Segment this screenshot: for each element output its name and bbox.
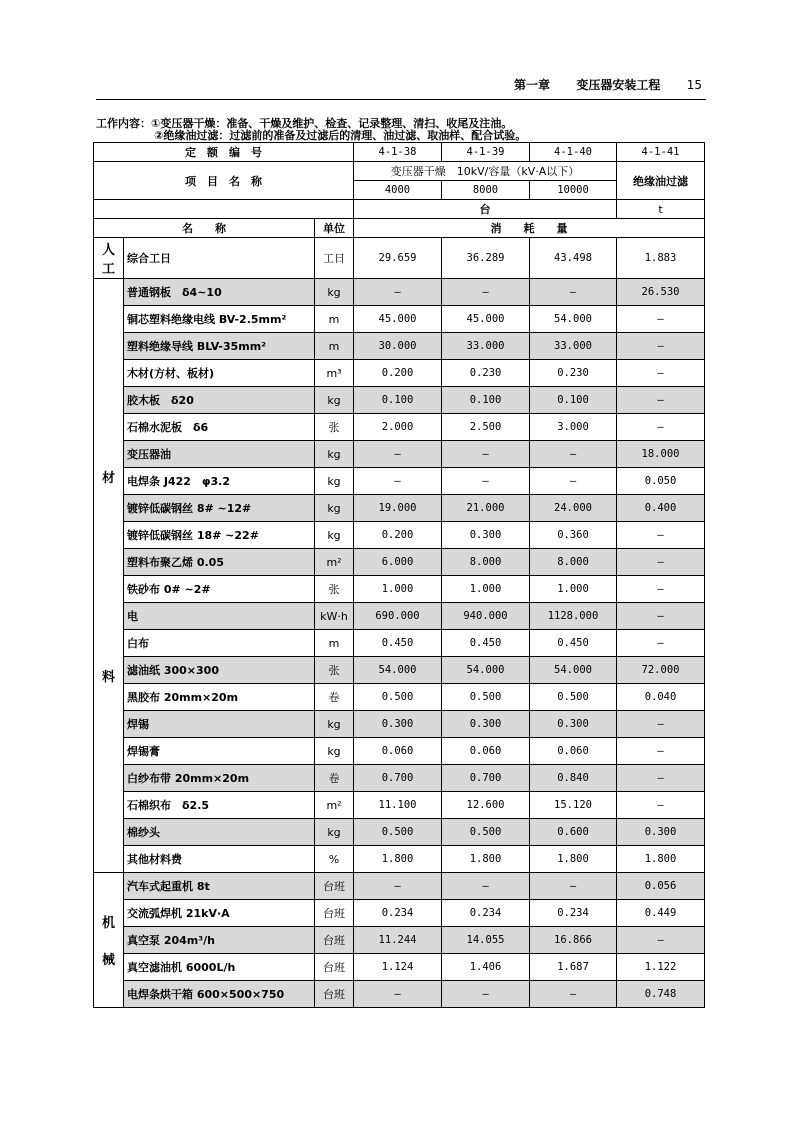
consumption-value: 0.230 — [530, 360, 617, 387]
consumption-value: — — [354, 441, 442, 468]
machine-row — [94, 954, 705, 981]
work-content-line-1: 工作内容：①变压器干燥：准备、干燥及维护、检查、记录整理、清扫、收尾及注油。 — [96, 117, 513, 130]
quota-code: 4-1-40 — [530, 143, 617, 162]
item-name: 电焊条烘干箱 600×500×750 — [124, 981, 315, 1008]
item-name: 电焊条 J422 φ3.2 — [124, 468, 315, 495]
consumption-value: 54.000 — [442, 657, 530, 684]
chapter-label: 第一章 — [513, 78, 550, 92]
machine-row — [94, 981, 705, 1008]
category-char: 人 — [101, 243, 115, 258]
work-content-line-2: ②绝缘油过滤：过滤前的准备及过滤后的清理、油过滤、取油样、配合试验。 — [154, 129, 527, 142]
consumption-value: 0.234 — [442, 900, 530, 927]
material-row — [94, 603, 705, 630]
item-unit: kg — [315, 495, 354, 522]
consumption-value: 11.100 — [354, 792, 442, 819]
consumption-value: 0.500 — [442, 819, 530, 846]
consumption-value: 0.500 — [354, 819, 442, 846]
labor-unit: 工日 — [315, 238, 354, 279]
item-unit: kg — [315, 387, 354, 414]
item-unit: m³ — [315, 360, 354, 387]
consumption-value: 0.200 — [354, 360, 442, 387]
item-name: 其他材料费 — [124, 846, 315, 873]
item-unit: 台班 — [315, 981, 354, 1008]
consumption-value: — — [617, 927, 705, 954]
item-unit: % — [315, 846, 354, 873]
item-unit: 台班 — [315, 900, 354, 927]
item-unit: kg — [315, 819, 354, 846]
consumption-value: 1.406 — [442, 954, 530, 981]
quota-code: 4-1-41 — [617, 143, 705, 162]
capacity-value: 4000 — [354, 181, 442, 200]
chapter-title: 变压器安装工程 — [576, 78, 661, 92]
item-name: 真空滤油机 6000L/h — [124, 954, 315, 981]
consumption-value: 1.000 — [354, 576, 442, 603]
consumption-value: 0.450 — [530, 630, 617, 657]
item-unit: 台班 — [315, 873, 354, 900]
consumption-value: 1.800 — [530, 846, 617, 873]
item-unit: 张 — [315, 576, 354, 603]
page-header — [96, 72, 706, 100]
material-row — [94, 765, 705, 792]
consumption-value: — — [617, 360, 705, 387]
consumption-value: — — [617, 549, 705, 576]
consumption-value: 3.000 — [530, 414, 617, 441]
item-name: 铜芯塑料绝缘电线 BV-2.5mm² — [124, 306, 315, 333]
item-name: 石棉水泥板 δ6 — [124, 414, 315, 441]
consumption-value: — — [617, 711, 705, 738]
consumption-value: 2.500 — [442, 414, 530, 441]
material-row — [94, 792, 705, 819]
page-number: 15 — [686, 78, 702, 92]
consumption-value: — — [617, 738, 705, 765]
consumption-value: 0.360 — [530, 522, 617, 549]
quota-code: 4-1-38 — [354, 143, 442, 162]
consumption-value: 1.124 — [354, 954, 442, 981]
item-name: 变压器油 — [124, 441, 315, 468]
material-row — [94, 333, 705, 360]
consumption-value: 1.000 — [530, 576, 617, 603]
consumption-value: 0.700 — [442, 765, 530, 792]
consumption-value: 0.234 — [530, 900, 617, 927]
material-row — [94, 441, 705, 468]
material-row — [94, 819, 705, 846]
item-name: 石棉织布 δ2.5 — [124, 792, 315, 819]
consumption-value: — — [530, 279, 617, 306]
item-unit: kW·h — [315, 603, 354, 630]
consumption-value: — — [442, 441, 530, 468]
consumption-value: 0.300 — [530, 711, 617, 738]
consumption-value: 0.748 — [617, 981, 705, 1008]
consumption-value: 12.600 — [442, 792, 530, 819]
consumption-value: 1.122 — [617, 954, 705, 981]
quota-number-row — [94, 143, 705, 162]
consumption-value: — — [442, 279, 530, 306]
col-consumption-header: 消 耗 量 — [354, 219, 705, 238]
materials-category — [94, 279, 124, 873]
item-name: 普通钢板 δ4~10 — [124, 279, 315, 306]
item-group-row — [94, 162, 705, 181]
consumption-value: 0.100 — [354, 387, 442, 414]
consumption-value: 1.800 — [354, 846, 442, 873]
consumption-value: 33.000 — [442, 333, 530, 360]
consumption-value: 72.000 — [617, 657, 705, 684]
quota-table — [93, 142, 705, 1008]
consumption-value: 21.000 — [442, 495, 530, 522]
consumption-value: — — [354, 981, 442, 1008]
oil-filter-header: 绝缘油过滤 — [617, 162, 705, 200]
material-row — [94, 360, 705, 387]
item-unit: m² — [315, 549, 354, 576]
col-unit-header: 单位 — [315, 219, 354, 238]
category-char: 工 — [101, 262, 115, 277]
item-name: 焊锡 — [124, 711, 315, 738]
consumption-value: — — [530, 468, 617, 495]
consumption-value: — — [617, 387, 705, 414]
consumption-value: 0.300 — [442, 711, 530, 738]
consumption-value: 0.600 — [530, 819, 617, 846]
consumption-value: 0.500 — [354, 684, 442, 711]
consumption-value: 0.500 — [442, 684, 530, 711]
material-row — [94, 684, 705, 711]
labor-category — [94, 238, 124, 279]
consumption-value: 0.234 — [354, 900, 442, 927]
consumption-value: 8.000 — [442, 549, 530, 576]
consumption-value: 0.300 — [617, 819, 705, 846]
consumption-value: — — [617, 414, 705, 441]
consumption-value: 0.449 — [617, 900, 705, 927]
item-name: 白布 — [124, 630, 315, 657]
item-name: 电 — [124, 603, 315, 630]
item-name: 塑料布聚乙烯 0.05 — [124, 549, 315, 576]
category-char: 材 — [101, 470, 115, 486]
consumption-value: 690.000 — [354, 603, 442, 630]
item-unit: kg — [315, 738, 354, 765]
item-unit: 台班 — [315, 927, 354, 954]
consumption-value: 26.530 — [617, 279, 705, 306]
unit-oil: t — [617, 200, 705, 219]
material-row — [94, 738, 705, 765]
item-name: 木材(方材、板材) — [124, 360, 315, 387]
col-name-header: 名 称 — [94, 219, 315, 238]
consumption-value: 54.000 — [530, 306, 617, 333]
item-unit: 张 — [315, 414, 354, 441]
item-name: 黑胶布 20mm×20m — [124, 684, 315, 711]
consumption-value: 0.050 — [617, 468, 705, 495]
item-name: 胶木板 δ20 — [124, 387, 315, 414]
consumption-value: 0.040 — [617, 684, 705, 711]
consumption-value: 54.000 — [530, 657, 617, 684]
item-unit: kg — [315, 279, 354, 306]
item-unit: m² — [315, 792, 354, 819]
consumption-value: — — [442, 468, 530, 495]
column-header-row — [94, 219, 705, 238]
item-name: 白纱布带 20mm×20m — [124, 765, 315, 792]
item-name: 塑料绝缘导线 BLV-35mm² — [124, 333, 315, 360]
item-unit: 卷 — [315, 765, 354, 792]
unit-group: 台 — [354, 200, 617, 219]
consumption-value: 24.000 — [530, 495, 617, 522]
material-row — [94, 468, 705, 495]
consumption-value: — — [617, 765, 705, 792]
consumption-value: 940.000 — [442, 603, 530, 630]
item-name: 汽车式起重机 8t — [124, 873, 315, 900]
item-name: 交流弧焊机 21kV·A — [124, 900, 315, 927]
consumption-value: 0.400 — [617, 495, 705, 522]
consumption-value: — — [617, 630, 705, 657]
consumption-value: — — [354, 873, 442, 900]
item-unit: m — [315, 306, 354, 333]
labor-value: 29.659 — [354, 238, 442, 279]
material-row — [94, 279, 705, 306]
item-name: 焊锡膏 — [124, 738, 315, 765]
consumption-value: — — [530, 441, 617, 468]
consumption-value: — — [442, 873, 530, 900]
material-row — [94, 549, 705, 576]
consumption-value: 8.000 — [530, 549, 617, 576]
material-row — [94, 711, 705, 738]
item-unit: m — [315, 630, 354, 657]
consumption-value: 1.800 — [617, 846, 705, 873]
consumption-value: — — [354, 279, 442, 306]
machine-row — [94, 873, 705, 900]
labor-value: 43.498 — [530, 238, 617, 279]
category-char: 机 — [101, 916, 115, 931]
item-unit: kg — [315, 522, 354, 549]
consumption-value: 15.120 — [530, 792, 617, 819]
category-char: 料 — [101, 669, 115, 685]
unit-row-blank — [94, 200, 354, 219]
item-name: 滤油纸 300×300 — [124, 657, 315, 684]
running-head — [514, 76, 702, 93]
consumption-value: 2.000 — [354, 414, 442, 441]
material-row — [94, 846, 705, 873]
material-row — [94, 387, 705, 414]
quota-number-label: 定 额 编 号 — [94, 143, 354, 162]
item-unit: kg — [315, 468, 354, 495]
labor-value: 1.883 — [617, 238, 705, 279]
consumption-value: 54.000 — [354, 657, 442, 684]
labor-name: 综合工日 — [124, 238, 315, 279]
item-unit: 台班 — [315, 954, 354, 981]
consumption-value: 0.230 — [442, 360, 530, 387]
consumption-value: 0.700 — [354, 765, 442, 792]
consumption-value: — — [354, 468, 442, 495]
transformer-drying-group: 变压器干燥 10kV/容量（kV·A以下） — [354, 162, 617, 181]
material-row — [94, 495, 705, 522]
consumption-value: 0.450 — [354, 630, 442, 657]
consumption-value: 14.055 — [442, 927, 530, 954]
consumption-value: 0.060 — [530, 738, 617, 765]
consumption-value: 1.687 — [530, 954, 617, 981]
item-unit: kg — [315, 441, 354, 468]
consumption-value: 19.000 — [354, 495, 442, 522]
consumption-value: 45.000 — [442, 306, 530, 333]
labor-row — [94, 238, 705, 279]
consumption-value: 6.000 — [354, 549, 442, 576]
consumption-value: 0.200 — [354, 522, 442, 549]
consumption-value: 18.000 — [617, 441, 705, 468]
item-name: 棉纱头 — [124, 819, 315, 846]
consumption-value: — — [617, 522, 705, 549]
consumption-value: — — [617, 306, 705, 333]
consumption-value: 0.056 — [617, 873, 705, 900]
consumption-value: — — [617, 576, 705, 603]
consumption-value: 0.300 — [354, 711, 442, 738]
consumption-value: 45.000 — [354, 306, 442, 333]
item-unit: 卷 — [315, 684, 354, 711]
quota-code: 4-1-39 — [442, 143, 530, 162]
work-content — [96, 118, 706, 142]
item-unit: 张 — [315, 657, 354, 684]
consumption-value: 0.840 — [530, 765, 617, 792]
item-name: 真空泵 204m³/h — [124, 927, 315, 954]
consumption-value: 1.800 — [442, 846, 530, 873]
machine-row — [94, 900, 705, 927]
item-name-label: 项 目 名 称 — [94, 162, 354, 200]
consumption-value: 0.450 — [442, 630, 530, 657]
consumption-value: — — [530, 981, 617, 1008]
consumption-value: 16.866 — [530, 927, 617, 954]
consumption-value: 0.100 — [442, 387, 530, 414]
consumption-value: 11.244 — [354, 927, 442, 954]
consumption-value: — — [530, 873, 617, 900]
unit-row — [94, 200, 705, 219]
item-unit: m — [315, 333, 354, 360]
consumption-value: 0.300 — [442, 522, 530, 549]
consumption-value: 0.100 — [530, 387, 617, 414]
material-row — [94, 306, 705, 333]
consumption-value: — — [617, 792, 705, 819]
consumption-value: 0.060 — [442, 738, 530, 765]
machinery-category — [94, 873, 124, 1008]
consumption-value: 1.000 — [442, 576, 530, 603]
header-rule — [96, 99, 706, 100]
item-name: 镀锌低碳钢丝 8# ~12# — [124, 495, 315, 522]
consumption-value: — — [617, 333, 705, 360]
item-name: 铁砂布 0# ~2# — [124, 576, 315, 603]
item-unit: kg — [315, 711, 354, 738]
consumption-value: — — [442, 981, 530, 1008]
item-name: 镀锌低碳钢丝 18# ~22# — [124, 522, 315, 549]
consumption-value: 0.500 — [530, 684, 617, 711]
material-row — [94, 522, 705, 549]
consumption-value: 33.000 — [530, 333, 617, 360]
consumption-value: 1128.000 — [530, 603, 617, 630]
consumption-value: — — [617, 603, 705, 630]
material-row — [94, 576, 705, 603]
category-char: 械 — [101, 953, 115, 968]
consumption-value: 0.060 — [354, 738, 442, 765]
capacity-value: 10000 — [530, 181, 617, 200]
machine-row — [94, 927, 705, 954]
capacity-value: 8000 — [442, 181, 530, 200]
material-row — [94, 630, 705, 657]
consumption-value: 30.000 — [354, 333, 442, 360]
material-row — [94, 414, 705, 441]
labor-value: 36.289 — [442, 238, 530, 279]
material-row — [94, 657, 705, 684]
